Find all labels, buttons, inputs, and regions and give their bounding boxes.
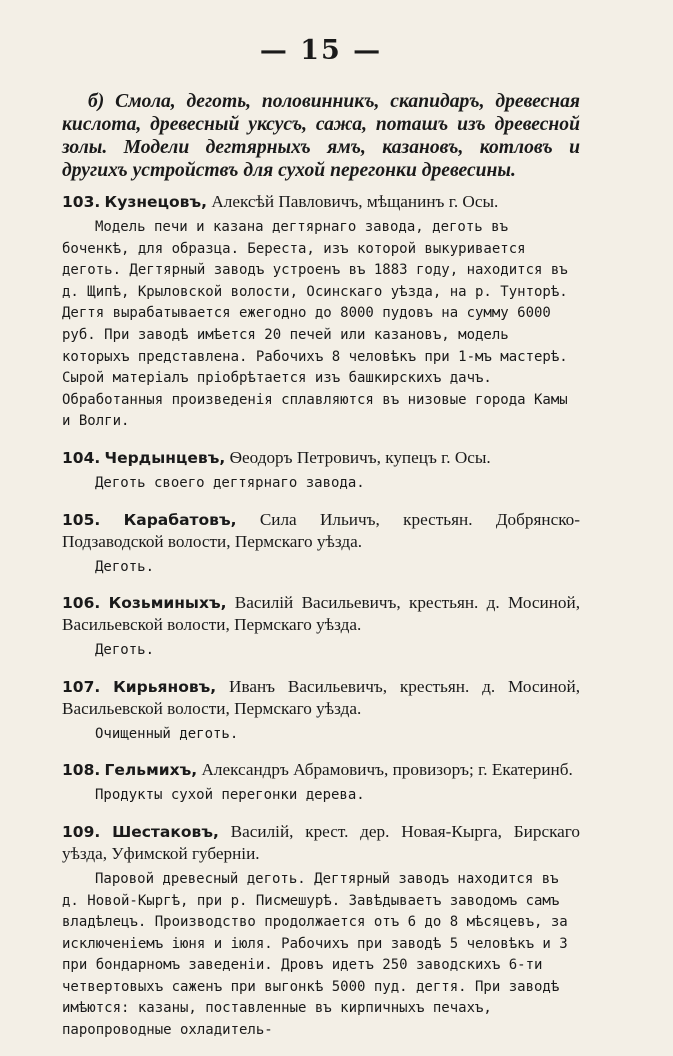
entry-details: Иванъ Васильевичъ, крестьян. д. Мосиной, Васильевской волости, Пермскаго уѣзда. [62, 676, 581, 718]
entry-body: Модель печи и казана дегтярнаго завода, деготь въ боченкѣ, для образца. Береста, изъ которой выкуривается деготь. Дегтярный заводъ устроенъ въ 1883 году, находится въ д. Щипѣ, Крыловской волости, Осинскаго уѣзда, на р. Тунторѣ. Дегтя вырабатывается ежегодно до 8000 пудовъ на сумму 6000 руб. При заводѣ имѣется 20 печей или казановъ, модель которыхъ представлена. Рабочихъ 8 человѣкъ при 1-мъ мастерѣ. Сырой матеріалъ пріобрѣтается изъ башкирскихъ дачъ. Обработанныя произведенія сплавляются въ низовые города Камы и Волги. [62, 219, 568, 430]
page-number: — 15 — [259, 35, 383, 66]
entry-body: Деготь своего дегтярнаго завода. [95, 474, 365, 491]
entry-number: 106. [62, 594, 101, 613]
entry-surname: Кирьяновъ, [113, 677, 217, 696]
entry-108 [62, 759, 580, 807]
entry-body: Деготь. [95, 642, 155, 659]
entry-details: Ѳеодоръ Петровичъ, купецъ г. Осы. [225, 447, 491, 467]
entry-104 [62, 447, 580, 495]
entry-body: Паровой древесный деготь. Дегтярный заводъ находится въ д. Новой-Кыргѣ, при р. Писмешурѣ. Завѣдываетъ заводомъ самъ владѣлецъ. Производство продолжается отъ 6 до 8 мѣсяцевъ, за исключеніемъ іюня и іюля. Рабочихъ при заводѣ 5 человѣкъ и 3 при бондарномъ заведеніи. Дровъ идетъ 250 заводскихъ 6-ти четвертовыхъ саженъ при выгонкѣ 5000 пуд. дегтя. При заводѣ имѣются: казаны, поставленные въ кирпичныхъ печахъ, паропроводные охладитель- [62, 870, 568, 1039]
entry-surname: Чердынцевъ, [104, 448, 226, 467]
entry-107 [62, 676, 580, 746]
entry-heading [62, 676, 580, 720]
entry-heading [62, 592, 580, 636]
entry-surname: Гельмихъ, [104, 761, 198, 780]
entry-heading [62, 509, 580, 553]
entry-106 [62, 592, 580, 662]
entry-body: Деготь. [95, 558, 155, 575]
entry-body: Продукты сухой перегонки дерева. [95, 787, 365, 804]
document-page [62, 34, 580, 1056]
entry-details: Алексѣй Павловичъ, мѣщанинъ г. Осы. [207, 192, 499, 211]
entry-number: 103. [62, 193, 101, 211]
entry-details: Василій, крест. дер. Новая-Кырга, Бирскаго уѣзда, Уфимской губерніи. [62, 821, 581, 863]
entry-surname: Карабатовъ, [123, 510, 237, 529]
entry-number: 105. [62, 510, 101, 529]
entry-surname: Кузнецовъ, [104, 193, 208, 211]
entry-surname: Шестаковъ, [112, 822, 219, 841]
entry-details: Сила Ильичъ, крестьян. Добрянско-Подзаводской волости, Пермскаго уѣзда. [62, 509, 580, 551]
entry-heading [62, 447, 580, 469]
entry-105 [62, 509, 580, 579]
entry-109 [62, 821, 580, 1042]
entry-details: Александръ Абрамовичъ, провизоръ; г. Екатеринб. [197, 760, 573, 780]
entry-number: 108. [62, 761, 101, 780]
entry-heading [62, 191, 580, 213]
entry-number: 109. [62, 822, 101, 841]
section-title: б) Смола, деготь, половинникъ, скапидаръ, древесная кислота, древесный уксусъ, сажа, поташъ изъ древесной золы. Модели дегтярныхъ ямъ, казановъ, котловъ и другихъ устройствъ для сухой перегонки древесины. [62, 91, 580, 181]
entry-surname: Козьминыхъ, [108, 594, 227, 613]
entry-103 [62, 191, 580, 433]
entry-number: 104. [62, 448, 101, 467]
entry-number: 107. [62, 677, 101, 696]
entry-heading [62, 821, 580, 865]
entry-body: Очищенный деготь. [95, 725, 239, 742]
entry-heading [62, 759, 580, 781]
entry-details: Василій Васильевичъ, крестьян. д. Мосиной, Васильевской волости, Пермскаго уѣзда. [62, 593, 580, 635]
